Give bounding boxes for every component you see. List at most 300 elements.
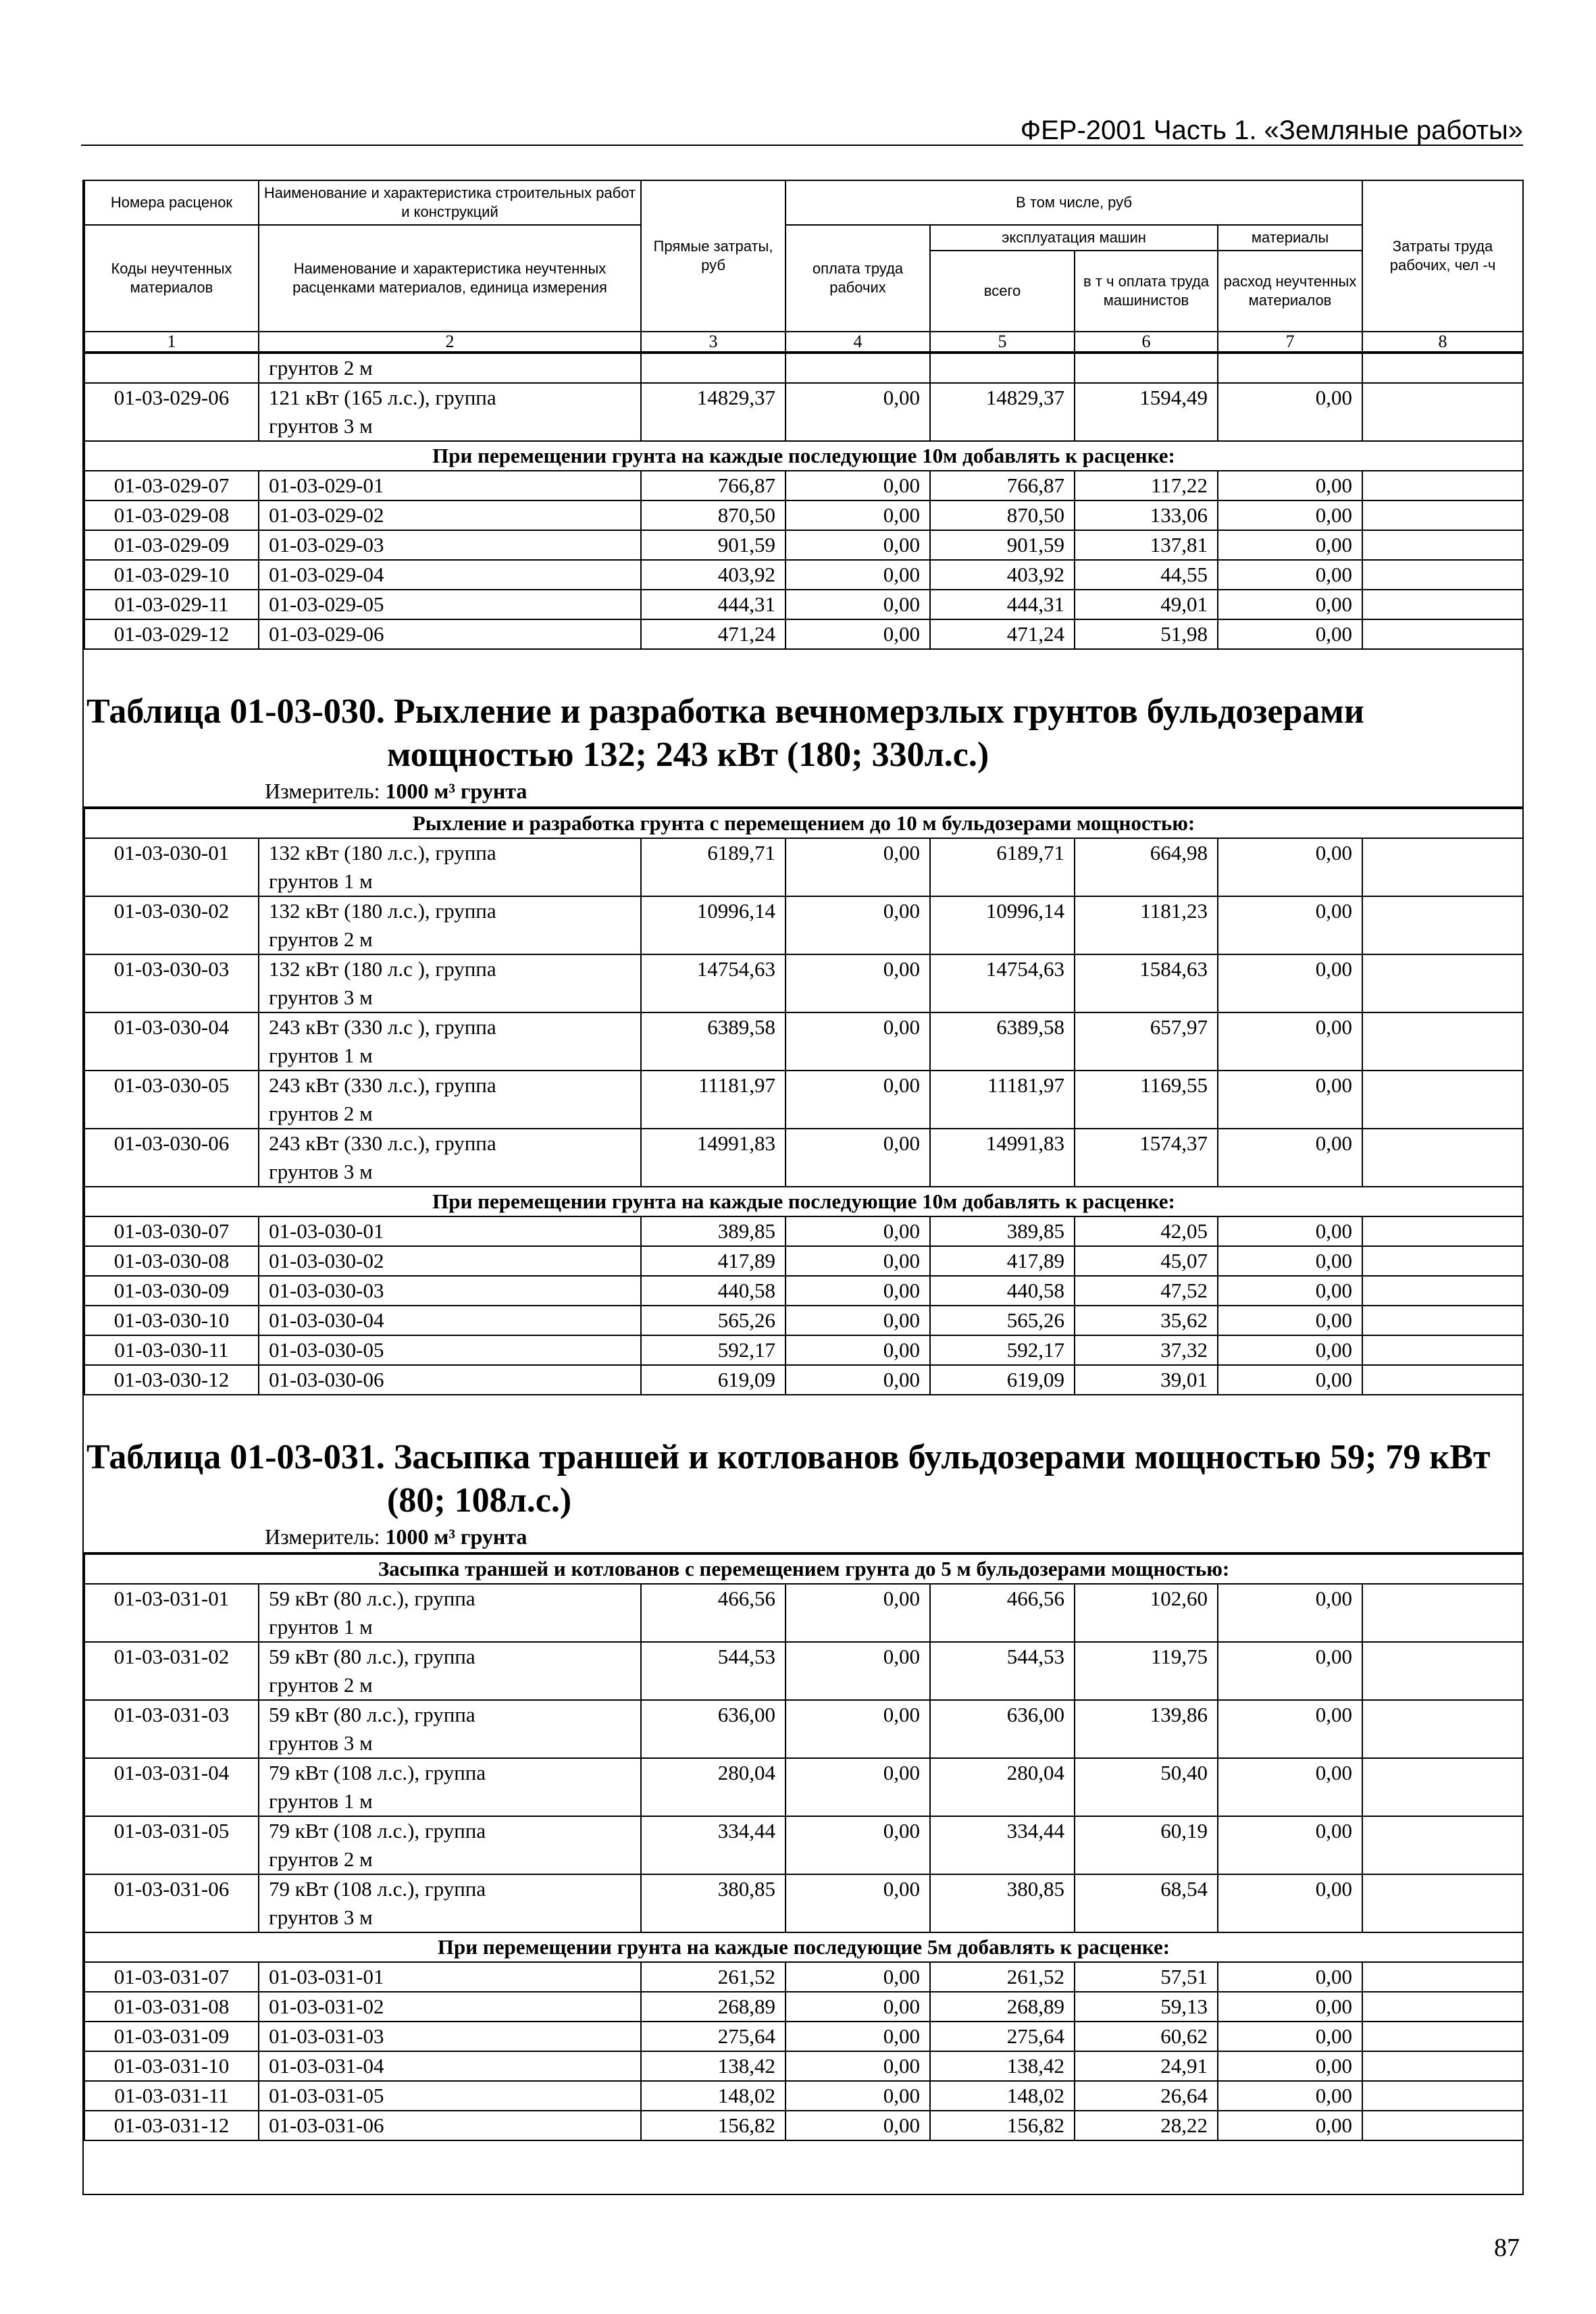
materials-cost: 0,00 bbox=[1218, 1700, 1362, 1758]
row-name-line2: грунтов 1 м bbox=[269, 1789, 373, 1813]
subheader-row bbox=[84, 441, 1523, 471]
materials-cost: 0,00 bbox=[1218, 530, 1362, 560]
machine-cost: 544,53 bbox=[930, 1642, 1075, 1700]
operator-cost: 119,75 bbox=[1075, 1642, 1218, 1700]
rate-code: 01-03-031-07 bbox=[84, 1962, 259, 1992]
direct-cost: 592,17 bbox=[641, 1335, 786, 1365]
labor-hours bbox=[1362, 1700, 1523, 1758]
row-name bbox=[259, 1642, 641, 1700]
labor-hours bbox=[1362, 560, 1523, 590]
column-header-table bbox=[84, 180, 1524, 353]
labor-cost: 0,00 bbox=[786, 1584, 930, 1642]
row-name-line2: грунтов 3 м bbox=[269, 1905, 373, 1929]
labor-cost: 0,00 bbox=[786, 1700, 930, 1758]
direct-cost: 440,58 bbox=[641, 1276, 786, 1306]
materials-cost: 0,00 bbox=[1218, 590, 1362, 619]
row-name: 01-03-029-05 bbox=[259, 590, 641, 619]
direct-cost: 280,04 bbox=[641, 1758, 786, 1816]
measure-line bbox=[84, 1522, 1522, 1553]
row-name: 01-03-029-02 bbox=[259, 500, 641, 530]
subheader: Засыпка траншей и котлованов с перемещением грунта до 5 м бульдозерами мощностью: bbox=[84, 1554, 1523, 1584]
row-name-line2: грунтов 3 м bbox=[269, 985, 373, 1009]
operator-cost: 28,22 bbox=[1075, 2111, 1218, 2140]
table-title-line: мощностью 132; 243 кВт (180; 330л.с.) bbox=[387, 736, 989, 774]
labor-cost: 0,00 bbox=[786, 2051, 930, 2081]
machine-cost: 14991,83 bbox=[930, 1129, 1075, 1187]
row-name-line1: 59 кВт (80 л.с.), группа bbox=[269, 1703, 475, 1726]
materials-cost: 0,00 bbox=[1218, 1306, 1362, 1335]
labor-hours bbox=[1362, 1306, 1523, 1335]
rate-code: 01-03-029-11 bbox=[84, 590, 259, 619]
materials-cost: 0,00 bbox=[1218, 560, 1362, 590]
machine-cost: 440,58 bbox=[930, 1276, 1075, 1306]
subheader: Рыхление и разработка грунта с перемещением до 10 м бульдозерами мощностью: bbox=[84, 808, 1523, 838]
col5-header: всего bbox=[930, 251, 1075, 332]
row-name: 01-03-029-01 bbox=[259, 471, 641, 500]
labor-hours bbox=[1362, 1335, 1523, 1365]
table-row bbox=[84, 1306, 1523, 1335]
measure-label: Измеритель: bbox=[265, 1524, 380, 1549]
row-name bbox=[259, 1700, 641, 1758]
operator-cost: 133,06 bbox=[1075, 500, 1218, 530]
materials-cost: 0,00 bbox=[1218, 1874, 1362, 1932]
operator-cost: 26,64 bbox=[1075, 2081, 1218, 2111]
row-name bbox=[259, 838, 641, 896]
materials-cost: 0,00 bbox=[1218, 2111, 1362, 2140]
table-row bbox=[84, 1129, 1523, 1187]
row-name: 01-03-031-01 bbox=[259, 1962, 641, 1992]
materials-cost: 0,00 bbox=[1218, 2081, 1362, 2111]
rate-code: 01-03-029-06 bbox=[84, 383, 259, 441]
row-name-line1: 121 кВт (165 л.с.), группа bbox=[269, 386, 496, 409]
direct-cost: 636,00 bbox=[641, 1700, 786, 1758]
direct-cost: 766,87 bbox=[641, 471, 786, 500]
operator-cost: 137,81 bbox=[1075, 530, 1218, 560]
labor-hours bbox=[1362, 1642, 1523, 1700]
table-row bbox=[84, 1642, 1523, 1700]
materials-cost: 0,00 bbox=[1218, 1584, 1362, 1642]
col4-header: оплата труда рабочих bbox=[786, 225, 930, 332]
machine-cost: 636,00 bbox=[930, 1700, 1075, 1758]
direct-cost: 138,42 bbox=[641, 2051, 786, 2081]
rate-code: 01-03-030-04 bbox=[84, 1012, 259, 1071]
rate-code: 01-03-031-02 bbox=[84, 1642, 259, 1700]
rate-code: 01-03-031-09 bbox=[84, 2022, 259, 2051]
row-name: 01-03-030-01 bbox=[259, 1216, 641, 1246]
rate-code: 01-03-030-10 bbox=[84, 1306, 259, 1335]
table-row bbox=[84, 590, 1523, 619]
direct-cost: 14991,83 bbox=[641, 1129, 786, 1187]
table-row bbox=[84, 2081, 1523, 2111]
materials-cost: 0,00 bbox=[1218, 500, 1362, 530]
direct-cost: 261,52 bbox=[641, 1962, 786, 1992]
direct-cost: 444,31 bbox=[641, 590, 786, 619]
labor-hours bbox=[1362, 619, 1523, 649]
direct-cost: 466,56 bbox=[641, 1584, 786, 1642]
row-name bbox=[259, 1816, 641, 1874]
table-row bbox=[84, 1335, 1523, 1365]
row-name-line1: 132 кВт (180 л.с.), группа bbox=[269, 841, 496, 865]
materials-cost: 0,00 bbox=[1218, 896, 1362, 954]
row-name-line2: грунтов 2 м bbox=[269, 927, 373, 951]
labor-cost: 0,00 bbox=[786, 1992, 930, 2022]
rate-code: 01-03-030-02 bbox=[84, 896, 259, 954]
direct-cost: 417,89 bbox=[641, 1246, 786, 1276]
labor-hours bbox=[1362, 383, 1523, 441]
machine-cost: 11181,97 bbox=[930, 1071, 1075, 1129]
group-header: В том числе, руб bbox=[786, 180, 1362, 225]
table-row bbox=[84, 560, 1523, 590]
col1-header-top: Номера расценок bbox=[84, 180, 259, 225]
table-row bbox=[84, 896, 1523, 954]
row-name: 01-03-029-04 bbox=[259, 560, 641, 590]
labor-hours bbox=[1362, 2111, 1523, 2140]
row-name bbox=[259, 383, 641, 441]
rate-code: 01-03-031-01 bbox=[84, 1584, 259, 1642]
row-name: 01-03-029-03 bbox=[259, 530, 641, 560]
rate-code: 01-03-031-11 bbox=[84, 2081, 259, 2111]
machine-cost: 280,04 bbox=[930, 1758, 1075, 1816]
direct-cost: 389,85 bbox=[641, 1216, 786, 1246]
labor-cost: 0,00 bbox=[786, 590, 930, 619]
row-name-line1: 79 кВт (108 л.с.), группа bbox=[269, 1819, 486, 1843]
operator-cost: 49,01 bbox=[1075, 590, 1218, 619]
labor-cost: 0,00 bbox=[786, 1129, 930, 1187]
table-031-title bbox=[84, 1436, 1522, 1522]
direct-cost: 275,64 bbox=[641, 2022, 786, 2051]
machine-cost: 417,89 bbox=[930, 1246, 1075, 1276]
operator-cost: 24,91 bbox=[1075, 2051, 1218, 2081]
row-name-line2: грунтов 2 м bbox=[269, 1673, 373, 1697]
rate-code: 01-03-030-05 bbox=[84, 1071, 259, 1129]
rate-code: 01-03-031-12 bbox=[84, 2111, 259, 2140]
direct-cost: 471,24 bbox=[641, 619, 786, 649]
materials-header: материалы bbox=[1218, 225, 1362, 251]
operator-cost: 657,97 bbox=[1075, 1012, 1218, 1071]
operator-cost: 50,40 bbox=[1075, 1758, 1218, 1816]
subheader-row bbox=[84, 1932, 1523, 1962]
operator-cost: 45,07 bbox=[1075, 1246, 1218, 1276]
labor-hours bbox=[1362, 2081, 1523, 2111]
col-number-5: 5 bbox=[930, 332, 1075, 352]
rate-code: 01-03-030-01 bbox=[84, 838, 259, 896]
machine-cost: 138,42 bbox=[930, 2051, 1075, 2081]
table-row bbox=[84, 1758, 1523, 1816]
col-number-7: 7 bbox=[1218, 332, 1362, 352]
operator-cost: 68,54 bbox=[1075, 1874, 1218, 1932]
table-row bbox=[84, 383, 1523, 441]
row-name-line2: грунтов 3 м bbox=[269, 414, 373, 438]
labor-cost: 0,00 bbox=[786, 383, 930, 441]
direct-cost: 403,92 bbox=[641, 560, 786, 590]
labor-cost: 0,00 bbox=[786, 1306, 930, 1335]
materials-cost: 0,00 bbox=[1218, 383, 1362, 441]
row-name: 01-03-031-06 bbox=[259, 2111, 641, 2140]
machine-cost: 14754,63 bbox=[930, 954, 1075, 1012]
row-name bbox=[259, 1758, 641, 1816]
operator-cost: 37,32 bbox=[1075, 1335, 1218, 1365]
row-name bbox=[259, 1129, 641, 1187]
rate-code: 01-03-030-06 bbox=[84, 1129, 259, 1187]
operator-cost: 102,60 bbox=[1075, 1584, 1218, 1642]
operator-cost: 60,62 bbox=[1075, 2022, 1218, 2051]
machine-cost: 471,24 bbox=[930, 619, 1075, 649]
labor-hours bbox=[1362, 590, 1523, 619]
labor-cost: 0,00 bbox=[786, 2022, 930, 2051]
row-name-line1: 132 кВт (180 л.с.), группа bbox=[269, 899, 496, 923]
rate-code: 01-03-031-05 bbox=[84, 1816, 259, 1874]
labor-cost: 0,00 bbox=[786, 1071, 930, 1129]
rows-group bbox=[84, 383, 1523, 441]
table-row bbox=[84, 2051, 1523, 2081]
direct-cost: 14829,37 bbox=[641, 383, 786, 441]
rows-group bbox=[84, 471, 1523, 649]
machine-cost: 403,92 bbox=[930, 560, 1075, 590]
col-number-2: 2 bbox=[259, 332, 641, 352]
operator-cost: 1169,55 bbox=[1075, 1071, 1218, 1129]
labor-cost: 0,00 bbox=[786, 1365, 930, 1395]
operator-cost: 60,19 bbox=[1075, 1816, 1218, 1874]
subheader-row bbox=[84, 808, 1523, 838]
row-name: 01-03-030-05 bbox=[259, 1335, 641, 1365]
labor-hours bbox=[1362, 1874, 1523, 1932]
labor-hours bbox=[1362, 500, 1523, 530]
rate-code: 01-03-031-06 bbox=[84, 1874, 259, 1932]
operator-cost: 1574,37 bbox=[1075, 1129, 1218, 1187]
labor-cost: 0,00 bbox=[786, 1246, 930, 1276]
materials-cost: 0,00 bbox=[1218, 1758, 1362, 1816]
direct-cost: 544,53 bbox=[641, 1642, 786, 1700]
materials-cost: 0,00 bbox=[1218, 1216, 1362, 1246]
labor-cost: 0,00 bbox=[786, 2081, 930, 2111]
row-name: 01-03-029-06 bbox=[259, 619, 641, 649]
labor-cost: 0,00 bbox=[786, 838, 930, 896]
table-row bbox=[84, 2111, 1523, 2140]
table-row bbox=[84, 838, 1523, 896]
subheader: При перемещении грунта на каждые последующие 5м добавлять к расценке: bbox=[84, 1932, 1523, 1962]
labor-hours bbox=[1362, 1071, 1523, 1129]
direct-cost: 268,89 bbox=[641, 1992, 786, 2022]
col-number-8: 8 bbox=[1362, 332, 1523, 352]
measure-value: 1000 м³ грунта bbox=[385, 1524, 527, 1549]
table-row bbox=[84, 1962, 1523, 1992]
page-number: 87 bbox=[1494, 2234, 1520, 2262]
direct-cost: 901,59 bbox=[641, 530, 786, 560]
labor-hours bbox=[1362, 1276, 1523, 1306]
table-row bbox=[84, 1816, 1523, 1874]
row-name-line2: грунтов 3 м bbox=[269, 1731, 373, 1755]
col2-header-top: Наименование и характеристика строительных работ и конструкций bbox=[259, 180, 641, 225]
subheader-row bbox=[84, 1187, 1523, 1216]
table-title-line: (80; 108л.с.) bbox=[387, 1481, 572, 1520]
direct-cost: 14754,63 bbox=[641, 954, 786, 1012]
rate-code: 01-03-030-12 bbox=[84, 1365, 259, 1395]
row-name-line2: грунтов 2 м bbox=[269, 1102, 373, 1125]
direct-cost: 870,50 bbox=[641, 500, 786, 530]
rate-code: 01-03-029-07 bbox=[84, 471, 259, 500]
table-row bbox=[84, 2022, 1523, 2051]
direct-cost: 148,02 bbox=[641, 2081, 786, 2111]
operator-cost: 1584,63 bbox=[1075, 954, 1218, 1012]
rate-code: 01-03-029-12 bbox=[84, 619, 259, 649]
table-row bbox=[84, 530, 1523, 560]
table-030-title bbox=[84, 690, 1522, 777]
operator-cost: 44,55 bbox=[1075, 560, 1218, 590]
materials-cost: 0,00 bbox=[1218, 1276, 1362, 1306]
row-name: 01-03-031-02 bbox=[259, 1992, 641, 2022]
machine-cost: 261,52 bbox=[930, 1962, 1075, 1992]
table-row bbox=[84, 471, 1523, 500]
rate-code: 01-03-029-08 bbox=[84, 500, 259, 530]
direct-cost: 619,09 bbox=[641, 1365, 786, 1395]
rate-code: 01-03-030-11 bbox=[84, 1335, 259, 1365]
table-row bbox=[84, 1071, 1523, 1129]
labor-hours bbox=[1362, 1216, 1523, 1246]
machine-cost: 766,87 bbox=[930, 471, 1075, 500]
row-name: 01-03-030-06 bbox=[259, 1365, 641, 1395]
operator-cost: 57,51 bbox=[1075, 1962, 1218, 1992]
price-sheet bbox=[82, 180, 1524, 2195]
rate-code: 01-03-029-10 bbox=[84, 560, 259, 590]
rate-code: 01-03-030-09 bbox=[84, 1276, 259, 1306]
table-029-continuation bbox=[84, 353, 1524, 650]
materials-cost: 0,00 bbox=[1218, 954, 1362, 1012]
materials-cost: 0,00 bbox=[1218, 2022, 1362, 2051]
row-name-line1: 59 кВт (80 л.с.), группа bbox=[269, 1587, 475, 1610]
table-row bbox=[84, 1012, 1523, 1071]
machines-header: эксплуатация машин bbox=[930, 225, 1218, 251]
direct-cost: 10996,14 bbox=[641, 896, 786, 954]
table-row bbox=[84, 1365, 1523, 1395]
labor-cost: 0,00 bbox=[786, 1816, 930, 1874]
machine-cost: 389,85 bbox=[930, 1216, 1075, 1246]
row-name-line2: грунтов 1 м bbox=[269, 1615, 373, 1639]
row-name bbox=[259, 954, 641, 1012]
table-row bbox=[84, 1584, 1523, 1642]
direct-cost: 11181,97 bbox=[641, 1071, 786, 1129]
col1-header-bottom: Коды неучтенных материалов bbox=[84, 225, 259, 332]
table-row bbox=[84, 1992, 1523, 2022]
machine-cost: 10996,14 bbox=[930, 896, 1075, 954]
labor-hours bbox=[1362, 896, 1523, 954]
labor-hours bbox=[1362, 1962, 1523, 1992]
labor-cost: 0,00 bbox=[786, 619, 930, 649]
machine-cost: 14829,37 bbox=[930, 383, 1075, 441]
materials-cost: 0,00 bbox=[1218, 1992, 1362, 2022]
row-name-line2: грунтов 2 м bbox=[269, 1847, 373, 1871]
materials-cost: 0,00 bbox=[1218, 471, 1362, 500]
row-name-line2: грунтов 1 м bbox=[269, 869, 373, 893]
row-name bbox=[259, 1012, 641, 1071]
row-name: 01-03-030-02 bbox=[259, 1246, 641, 1276]
subheader-row bbox=[84, 1554, 1523, 1584]
table-031 bbox=[84, 1553, 1524, 2141]
materials-cost: 0,00 bbox=[1218, 838, 1362, 896]
labor-hours bbox=[1362, 1129, 1523, 1187]
materials-cost: 0,00 bbox=[1218, 1335, 1362, 1365]
col-number-6: 6 bbox=[1075, 332, 1218, 352]
labor-cost: 0,00 bbox=[786, 1874, 930, 1932]
labor-cost: 0,00 bbox=[786, 1962, 930, 1992]
table-row bbox=[84, 500, 1523, 530]
direct-cost: 380,85 bbox=[641, 1874, 786, 1932]
labor-cost: 0,00 bbox=[786, 2111, 930, 2140]
machine-cost: 901,59 bbox=[930, 530, 1075, 560]
materials-cost: 0,00 bbox=[1218, 1365, 1362, 1395]
machine-cost: 444,31 bbox=[930, 590, 1075, 619]
materials-cost: 0,00 bbox=[1218, 619, 1362, 649]
machine-cost: 275,64 bbox=[930, 2022, 1075, 2051]
measure-label: Измеритель: bbox=[265, 779, 380, 803]
row-name-line1: 132 кВт (180 л.с ), группа bbox=[269, 957, 496, 981]
machine-cost: 148,02 bbox=[930, 2081, 1075, 2111]
rate-code: 01-03-030-07 bbox=[84, 1216, 259, 1246]
labor-hours bbox=[1362, 1816, 1523, 1874]
col8-header: Затраты труда рабочих, чел -ч bbox=[1362, 180, 1523, 332]
table-row bbox=[84, 1874, 1523, 1932]
row-name-line1: 79 кВт (108 л.с.), группа bbox=[269, 1761, 486, 1784]
labor-cost: 0,00 bbox=[786, 954, 930, 1012]
materials-cost: 0,00 bbox=[1218, 1962, 1362, 1992]
operator-cost: 39,01 bbox=[1075, 1365, 1218, 1395]
header-rule bbox=[81, 145, 1523, 146]
rate-code: 01-03-031-03 bbox=[84, 1700, 259, 1758]
table-row bbox=[84, 1700, 1523, 1758]
materials-cost: 0,00 bbox=[1218, 1071, 1362, 1129]
labor-hours bbox=[1362, 954, 1523, 1012]
machine-cost: 565,26 bbox=[930, 1306, 1075, 1335]
rate-code: 01-03-030-03 bbox=[84, 954, 259, 1012]
table-title-line: Таблица 01-03-031. Засыпка траншей и котлованов бульдозерами мощностью 59; 79 кВт bbox=[86, 1438, 1491, 1476]
col3-header: Прямые затраты, руб bbox=[641, 180, 786, 332]
row-name bbox=[259, 896, 641, 954]
row-name-line1: 79 кВт (108 л.с.), группа bbox=[269, 1877, 486, 1901]
labor-hours bbox=[1362, 2051, 1523, 2081]
labor-hours bbox=[1362, 471, 1523, 500]
row-name-line1: 243 кВт (330 л.с.), группа bbox=[269, 1073, 496, 1097]
labor-cost: 0,00 bbox=[786, 896, 930, 954]
labor-hours bbox=[1362, 1758, 1523, 1816]
operator-cost: 1181,23 bbox=[1075, 896, 1218, 954]
table-title-line: Таблица 01-03-030. Рыхление и разработка вечномерзлых грунтов бульдозерами bbox=[86, 692, 1364, 731]
col6-header: в т ч оплата труда машинистов bbox=[1075, 251, 1218, 332]
operator-cost: 664,98 bbox=[1075, 838, 1218, 896]
row-name: 01-03-031-03 bbox=[259, 2022, 641, 2051]
labor-cost: 0,00 bbox=[786, 1276, 930, 1306]
operator-cost: 59,13 bbox=[1075, 1992, 1218, 2022]
rate-code: 01-03-031-10 bbox=[84, 2051, 259, 2081]
machine-cost: 870,50 bbox=[930, 500, 1075, 530]
row-name bbox=[259, 1071, 641, 1129]
materials-cost: 0,00 bbox=[1218, 1012, 1362, 1071]
rows-group bbox=[84, 1584, 1523, 1932]
subheader: При перемещении грунта на каждые последующие 10м добавлять к расценке: bbox=[84, 1187, 1523, 1216]
table-row bbox=[84, 1216, 1523, 1246]
measure-line bbox=[84, 777, 1522, 808]
labor-cost: 0,00 bbox=[786, 1758, 930, 1816]
labor-cost: 0,00 bbox=[786, 530, 930, 560]
operator-cost: 35,62 bbox=[1075, 1306, 1218, 1335]
row-name-line2: грунтов 3 м bbox=[269, 1160, 373, 1183]
direct-cost: 156,82 bbox=[641, 2111, 786, 2140]
machine-cost: 268,89 bbox=[930, 1992, 1075, 2022]
table-row bbox=[84, 1246, 1523, 1276]
col7-header: расход неучтенных материалов bbox=[1218, 251, 1362, 332]
machine-cost: 334,44 bbox=[930, 1816, 1075, 1874]
materials-cost: 0,00 bbox=[1218, 1642, 1362, 1700]
operator-cost: 139,86 bbox=[1075, 1700, 1218, 1758]
operator-cost: 47,52 bbox=[1075, 1276, 1218, 1306]
